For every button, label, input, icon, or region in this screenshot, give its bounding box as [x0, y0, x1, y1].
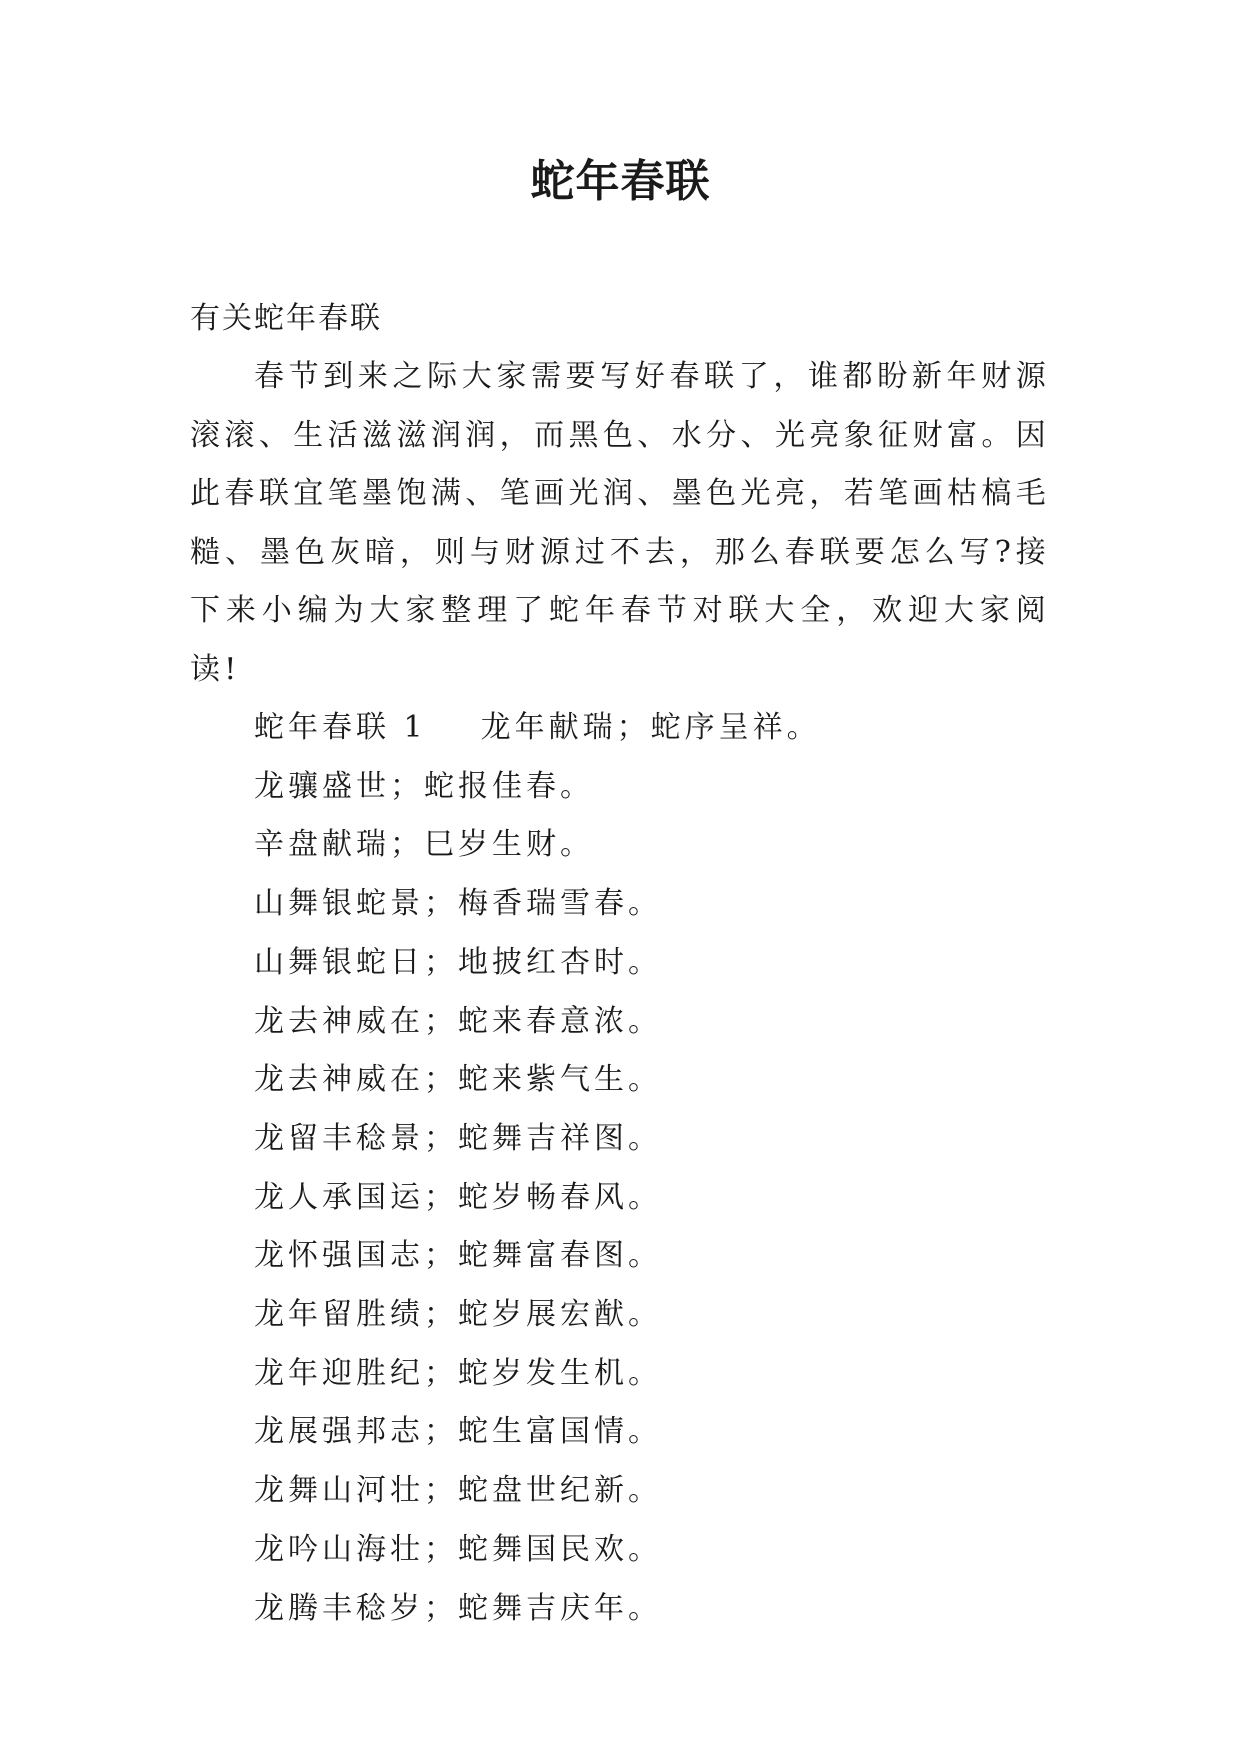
intro-paragraph: 春节到来之际大家需要写好春联了，谁都盼新年财源滚滚、生活滋滋润润，而黑色、水分、光亮象征财富。因此春联宜笔墨饱满、笔画光润、墨色光亮，若笔画枯槁毛糙、墨色灰暗，则与财源过不去，那么春联要怎么写?接下来小编为大家整理了蛇年春节对联大全，欢迎大家阅读! — [190, 359, 1050, 687]
couplet-line: 龙留丰稔景；蛇舞吉祥图。 — [254, 1120, 662, 1156]
couplet-line: 龙去神威在；蛇来春意浓。 — [254, 1003, 662, 1039]
couplet-line: 龙年留胜绩；蛇岁展宏猷。 — [254, 1297, 662, 1333]
section-heading: 有关蛇年春联 — [190, 301, 382, 336]
couplet-line: 山舞银蛇景；梅香瑞雪春。 — [254, 886, 662, 922]
couplet-line: 龙吟山海壮；蛇舞国民欢。 — [254, 1531, 662, 1567]
couplet-line: 龙怀强国志；蛇舞富春图。 — [254, 1238, 662, 1274]
couplet-group-label: 蛇年春联 1 — [254, 710, 427, 745]
couplet-line — [190, 699, 1050, 758]
couplet-line: 龙舞山河壮；蛇盘世纪新。 — [254, 1473, 662, 1509]
couplet-line: 龙骧盛世；蛇报佳春。 — [254, 768, 594, 804]
document-body — [190, 290, 1050, 1638]
couplet-line: 龙人承国运；蛇岁畅春风。 — [254, 1179, 662, 1215]
couplet-line: 龙年迎胜纪；蛇岁发生机。 — [254, 1355, 662, 1391]
couplet-line: 山舞银蛇日；地披红杏时。 — [254, 944, 662, 980]
couplet-text: 龙年献瑞；蛇序呈祥。 — [480, 710, 821, 745]
couplet-line: 龙展强邦志；蛇生富国情。 — [254, 1414, 662, 1450]
couplet-list — [190, 699, 1050, 1638]
document-title: 蛇年春联 — [530, 156, 711, 207]
couplet-line: 辛盘献瑞；巳岁生财。 — [254, 827, 594, 863]
couplet-line: 龙去神威在；蛇来紫气生。 — [254, 1062, 662, 1098]
couplet-line: 龙腾丰稔岁；蛇舞吉庆年。 — [254, 1590, 662, 1626]
